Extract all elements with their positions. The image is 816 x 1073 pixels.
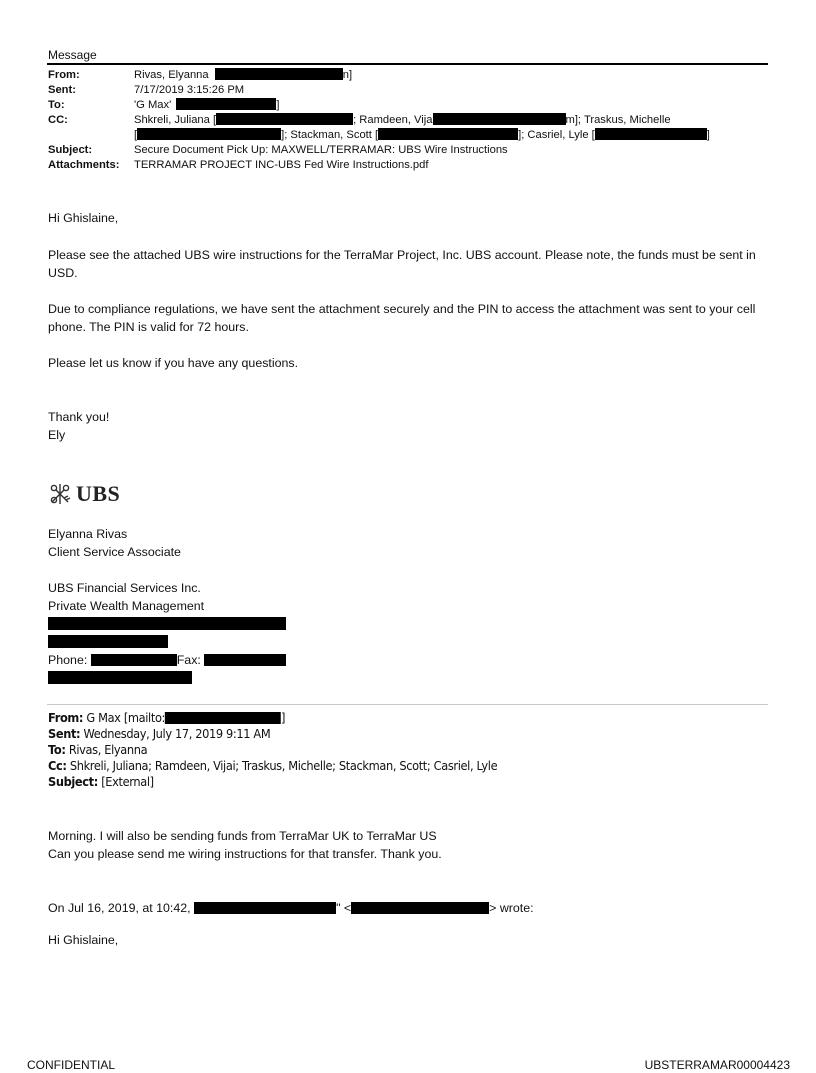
reply-line-2: Can you please send me wiring instructions for that transfer. Thank you. bbox=[48, 847, 442, 861]
signature-name: Elyanna Rivas bbox=[48, 527, 128, 541]
cc-value bbox=[134, 113, 773, 128]
body-paragraph-3: Please let us know if you have any questions. bbox=[48, 356, 299, 370]
cc-name: ; Ramdeen, Vija bbox=[353, 114, 433, 126]
message-label: Message bbox=[48, 48, 97, 62]
cc-name: ]; Casriel, Lyle [ bbox=[518, 129, 595, 141]
reply-line-1: Morning. I will also be sending funds from TerraMar UK to TerraMar US bbox=[48, 829, 437, 843]
cc-row bbox=[48, 113, 773, 128]
quote-suffix: > wrote: bbox=[489, 901, 534, 915]
ubs-logo-text: UBS bbox=[76, 481, 121, 506]
greeting: Hi Ghislaine, bbox=[48, 211, 119, 225]
email-header bbox=[48, 68, 773, 173]
fwd-from-value: G Max [mailto: bbox=[86, 710, 166, 725]
confidential-footer: CONFIDENTIAL bbox=[27, 1058, 116, 1072]
redaction-bar bbox=[216, 113, 353, 125]
forwarded-header bbox=[48, 710, 747, 790]
cc-name: m]; Traskus, Michelle bbox=[565, 114, 671, 126]
quote-greeting: Hi Ghislaine, bbox=[48, 933, 119, 947]
cc-name: ]; Stackman, Scott [ bbox=[281, 129, 379, 141]
body-paragraph-2: Due to compliance regulations, we have sent the attachment securely and the PIN to access the attachment was sent to your cell phone. The PIN is valid for 72 hours. bbox=[48, 302, 756, 334]
bates-number: UBSTERRAMAR00004423 bbox=[644, 1058, 790, 1072]
signature-title: Client Service Associate bbox=[48, 545, 181, 559]
to-suffix: ] bbox=[276, 99, 280, 111]
fwd-to-label: To: bbox=[48, 742, 66, 757]
sent-value: 7/17/2019 3:15:26 PM bbox=[134, 84, 245, 96]
quote-mid: " < bbox=[336, 901, 352, 915]
signature-company: UBS Financial Services Inc. bbox=[48, 581, 201, 595]
sent-row bbox=[48, 83, 773, 98]
redacted-email-line bbox=[48, 669, 772, 687]
redaction-bar bbox=[176, 98, 276, 110]
fwd-to-row bbox=[48, 742, 747, 758]
reply-divider bbox=[47, 704, 768, 705]
fwd-sent-label: Sent: bbox=[48, 726, 81, 741]
redaction-bar bbox=[595, 128, 707, 140]
fwd-from-suffix: ] bbox=[280, 710, 286, 725]
cc-label: CC: bbox=[48, 114, 68, 126]
redaction-bar bbox=[48, 671, 192, 684]
body-paragraph-1: Please see the attached UBS wire instructions for the TerraMar Project, Inc. UBS account. Please note, the funds must be sent in USD. bbox=[48, 248, 756, 280]
fwd-to-value: Rivas, Elyanna bbox=[68, 742, 148, 757]
attachments-label: Attachments: bbox=[48, 159, 120, 171]
phone-label: Phone: bbox=[48, 653, 88, 667]
phone-fax-line bbox=[48, 651, 772, 669]
fwd-cc-row bbox=[48, 758, 747, 774]
ubs-keys-icon bbox=[48, 482, 72, 506]
fwd-cc-label: Cc: bbox=[48, 758, 67, 773]
from-row bbox=[48, 68, 773, 83]
redaction-bar bbox=[165, 712, 281, 724]
redaction-bar bbox=[137, 128, 281, 140]
from-name: Rivas, Elyanna bbox=[134, 69, 209, 81]
signature-division: Private Wealth Management bbox=[48, 599, 205, 613]
signoff-line: Ely bbox=[48, 428, 66, 442]
cc-name: ] bbox=[706, 129, 710, 141]
redacted-address-line bbox=[48, 633, 772, 651]
header-divider bbox=[47, 63, 768, 65]
subject-label: Subject: bbox=[48, 144, 93, 156]
subject-row bbox=[48, 143, 773, 158]
subject-value: Secure Document Pick Up: MAXWELL/TERRAMAR: UBS Wire Instructions bbox=[134, 144, 508, 156]
cc-value-continued bbox=[134, 128, 773, 143]
attachment-link[interactable]: TERRAMAR PROJECT INC-UBS Fed Wire Instructions.pdf bbox=[134, 159, 429, 171]
redaction-bar bbox=[433, 113, 566, 125]
fwd-subject-value: [External] bbox=[101, 774, 154, 789]
to-row bbox=[48, 98, 773, 113]
redaction-bar bbox=[215, 68, 343, 80]
attachments-row bbox=[48, 158, 773, 173]
redaction-bar bbox=[378, 128, 518, 140]
quote-attribution bbox=[48, 899, 772, 917]
fax-label: Fax: bbox=[176, 653, 201, 667]
quote-prefix: On Jul 16, 2019, at 10:42, bbox=[48, 901, 191, 915]
ubs-logo bbox=[48, 480, 120, 508]
fwd-cc-value: Shkreli, Juliana; Ramdeen, Vijai; Traskus, Michelle; Stackman, Scott; Casriel, Lyle bbox=[69, 758, 498, 773]
fwd-subject-row bbox=[48, 774, 747, 790]
sent-label: Sent: bbox=[48, 84, 76, 96]
cc-spacer bbox=[48, 128, 134, 143]
from-label: From: bbox=[48, 69, 80, 81]
from-suffix: n] bbox=[342, 69, 353, 81]
redaction-bar bbox=[48, 635, 168, 648]
redaction-bar bbox=[204, 654, 286, 666]
fwd-sent-value: Wednesday, July 17, 2019 9:11 AM bbox=[83, 726, 271, 741]
to-name: 'G Max' bbox=[134, 99, 172, 111]
from-value bbox=[134, 68, 773, 83]
fwd-sent-row bbox=[48, 726, 747, 742]
cc-name: [ bbox=[134, 129, 138, 141]
fwd-subject-label: Subject: bbox=[48, 774, 98, 789]
redacted-address-line bbox=[48, 615, 772, 633]
cc-row-continued bbox=[48, 128, 773, 143]
to-value bbox=[134, 98, 773, 113]
to-label: To: bbox=[48, 99, 65, 111]
redaction-bar bbox=[351, 902, 489, 914]
redaction-bar bbox=[194, 902, 336, 914]
redaction-bar bbox=[91, 654, 177, 666]
fwd-from-label: From: bbox=[48, 710, 84, 725]
fwd-from-row bbox=[48, 710, 747, 726]
cc-name: Shkreli, Juliana [ bbox=[134, 114, 217, 126]
redaction-bar bbox=[48, 617, 286, 630]
thanks-line: Thank you! bbox=[48, 410, 110, 424]
